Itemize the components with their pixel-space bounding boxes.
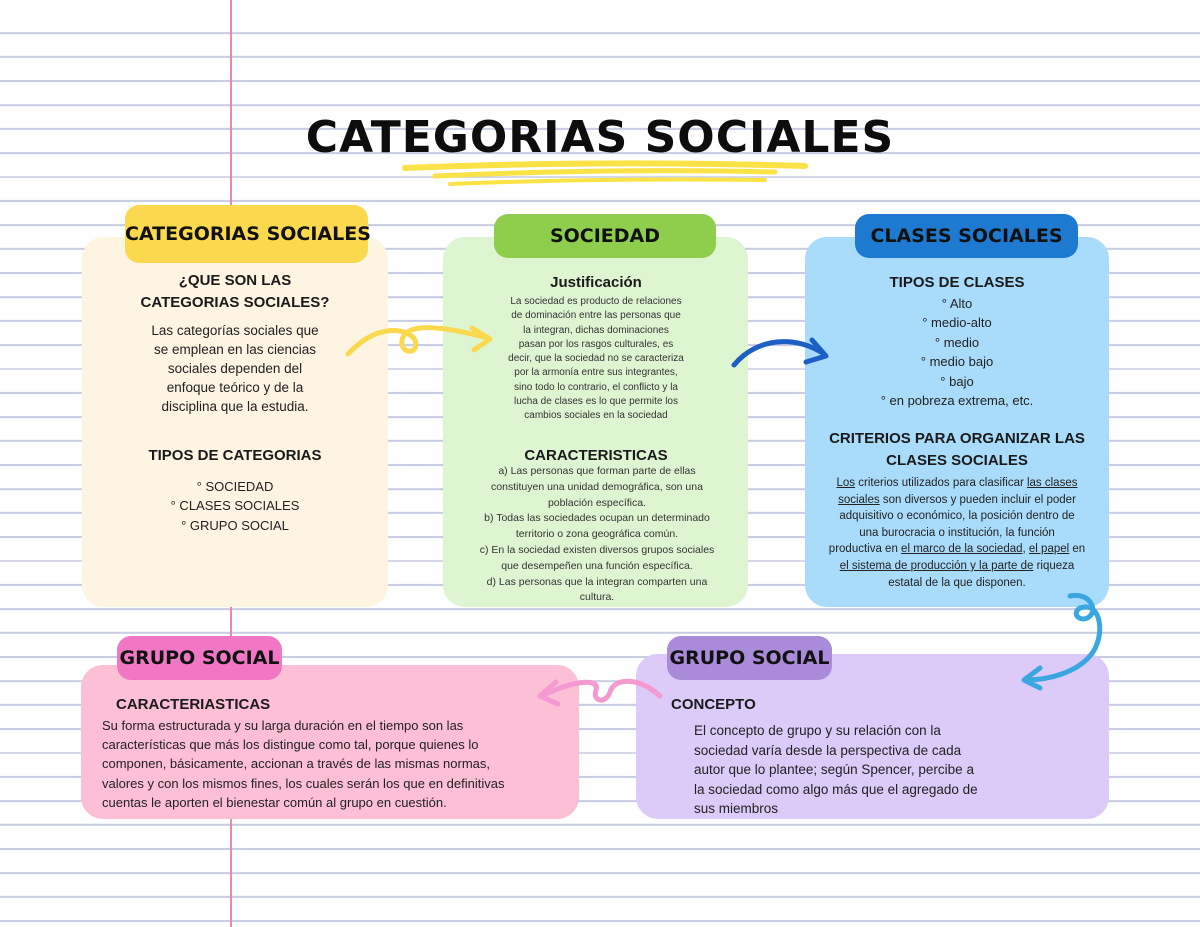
grupo-concepto-text: El concepto de grupo y su relación con la sociedad varía desde la perspectiva de cada autor que lo plantee; según Spencer, percibe a la sociedad como algo más que el agregado de sus miembros [694,723,978,816]
lightblue-curl-arrow-icon [1010,588,1120,698]
sociedad-pill: SOCIEDAD [494,214,716,258]
grupo-concepto-heading: CONCEPTO [671,696,756,713]
categorias-pill: CATEGORIAS SOCIALES [125,205,368,263]
tipos-clases-heading: TIPOS DE CLASES [889,274,1025,291]
grupo-caracteristicas-text: Su forma estructurada y su larga duración en el tiempo son las características que más los distingue como tal, porque quienes lo componen, básicamente, accionan a través de las mismas normas, valores y con los mismos fines, los cuales serán los que en definitivas cuentas le aporten el bienestar común al grupo en cuestión. [102,718,505,810]
criterios-heading: CRITERIOS PARA ORGANIZAR LAS CLASES SOCIALES [829,430,1085,469]
grupo-caracteristicas-heading: CARACTERIASTICAS [116,696,271,713]
clases-pill: CLASES SOCIALES [855,214,1078,258]
caracteristicas-text: a) Las personas que forman parte de ellas constituyen una unidad demográfica, son una población específica. b) Todas las sociedades ocupan un determinado territorio o zona geográfica común. c) En la sociedad existen diversos grupos sociales que desempeñen una función específica. d) Las personas que la integran comparten una cultura. [479,465,715,604]
categorias-question: ¿QUE SON LAS CATEGORIAS SOCIALES? [140,272,330,311]
page-title: CATEGORIAS SOCIALES [305,112,895,163]
grupo-social-pink-pill: GRUPO SOCIAL [117,636,282,680]
yellow-arrow-icon [340,310,500,365]
pink-arrow-icon [534,668,669,713]
title-underline-stroke [395,158,815,192]
categorias-types-heading: TIPOS DE CATEGORIAS [148,447,322,464]
grupo-social-purple-pill: GRUPO SOCIAL [667,636,832,680]
tipos-clases-list: ° Alto ° medio-alto ° medio ° medio bajo ° bajo ° en pobreza extrema, etc. [880,296,1034,409]
categorias-types-list: ° SOCIEDAD ° CLASES SOCIALES ° GRUPO SOCIAL [170,479,300,533]
criterios-text: Los criterios utilizados para clasificar las clases sociales son diversos y pueden incluir el poder adquisitivo o económico, la posición dentro de una burocracia o institución, la función productiva en el marco de la sociedad, el papel en el sistema de producción y la parte de riqueza estatal de la que disponen. [828,477,1086,589]
justificacion-text: La sociedad es producto de relaciones de dominación entre las personas que la integran, dichas dominaciones pasan por los rasgos culturales, es decir, que la sociedad no se caracteriza por la armonía entre sus integrantes, sino todo lo contrario, el conflicto y la lucha de clases es lo que permite los cambios sociales en la sociedad [508,296,684,422]
blue-arrow-icon [728,330,833,375]
categorias-answer: Las categorías sociales que se emplean en las ciencias sociales dependen del enfoque teórico y de la disciplina que la estudia. [151,323,319,414]
caracteristicas-heading: CARACTERISTICAS [524,447,668,464]
justificacion-heading: Justificación [550,274,642,291]
